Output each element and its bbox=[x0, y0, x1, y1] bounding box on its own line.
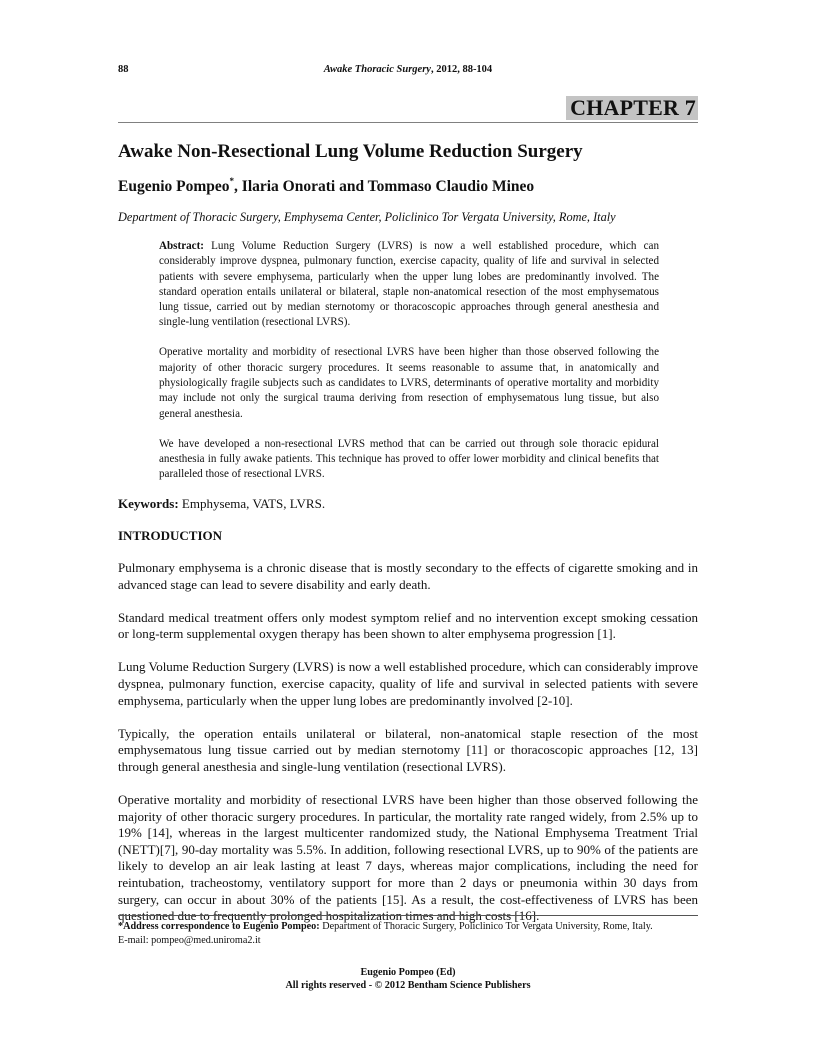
body-paragraph: Lung Volume Reduction Surgery (LVRS) is now a well established procedure, which can considerably improve dyspnea, pulmonary function, exercise capacity, quality of life and survival in selected patients with severe emphysema, particularly when the upper lung lobes are predominantly involved [2-10]. bbox=[118, 659, 698, 708]
body-paragraph: Pulmonary emphysema is a chronic disease that is mostly secondary to the effects of cigarette smoking and in advanced stage can lead to severe disability and early death. bbox=[118, 560, 698, 592]
copyright-line: All rights reserved - © 2012 Bentham Science Publishers bbox=[285, 979, 531, 991]
journal-citation bbox=[118, 64, 698, 75]
page-number: 88 bbox=[118, 64, 129, 75]
correspondence-footnote bbox=[118, 920, 698, 947]
footnote-divider bbox=[118, 915, 698, 916]
author-affiliation: Department of Thoracic Surgery, Emphysema Center, Policlinico Tor Vergata University, Rome, Italy bbox=[118, 210, 616, 224]
author-list bbox=[118, 178, 534, 196]
editor-line: Eugenio Pompeo (Ed) bbox=[360, 967, 456, 978]
keywords-label: Keywords: bbox=[118, 496, 179, 511]
journal-details: , 2012, 88-104 bbox=[430, 64, 493, 75]
running-header bbox=[118, 64, 698, 78]
abstract-block bbox=[159, 239, 659, 483]
body-paragraph: Operative mortality and morbidity of resectional LVRS have been higher than those observed following the majority of other thoracic surgery procedures. In particular, the mortality rate ranged widely, from 2.5% up to 19% [14], whereas in the largest multicenter randomized study, the National Emphysema Treatment Trial (NETT)[7], 90-day mortality was 5.5%. In addition, following resectional LVRS, up to 90% of the patients are likely to develop an air leak lasting at least 7 days, whereas major complications, including the need for reintubation, tracheostomy, ventilatory support for more than 2 days or pneumonia within 30 days from surgery, can occur in about 30% of the patients [15]. As a result, the cost-effectiveness of LVRS has been questioned due to frequently prolonged hospitalization times and high costs [16]. bbox=[118, 791, 698, 924]
keywords-value: Emphysema, VATS, LVRS. bbox=[178, 496, 326, 511]
abstract-paragraph: Abstract: Lung Volume Reduction Surgery (LVRS) is now a well established procedure, which can considerably improve dyspnea, pulmonary function, exercise capacity, quality of life and survival in selected patients with severe emphysema, particularly when the upper lung lobes are predominantly involved. The standard operation entails unilateral or bilateral, staple non-anatomical resection of the most emphysematous lung tissue, carried out by median sternotomy or thoracoscopic approaches through general anesthesia and single-lung ventilation (resectional LVRS). bbox=[159, 240, 659, 329]
abstract-paragraph: Operative mortality and morbidity of resectional LVRS have been higher than those observed following the majority of other thoracic surgery procedures. It seems reasonable to assume that, in anatomically and physiologically fragile subjects such as candidates to LVRS, determinants of operative mortality and morbidity may include not only the surgical trauma deriving from resection of emphysematous lung tissue, but also general anesthesia. bbox=[159, 346, 659, 420]
keywords-line bbox=[118, 496, 325, 512]
article-title: Awake Non-Resectional Lung Volume Reduction Surgery bbox=[118, 141, 583, 162]
introduction-body bbox=[118, 560, 698, 941]
footnote-address: Department of Thoracic Surgery, Policlinico Tor Vergata University, Rome, Italy. bbox=[319, 921, 653, 932]
footnote-email: E-mail: pompeo@med.uniroma2.it bbox=[118, 934, 261, 946]
body-paragraph: Standard medical treatment offers only modest symptom relief and no intervention except smoking cessation or long-term supplemental oxygen therapy has been shown to alter emphysema progression [1]. bbox=[118, 609, 698, 642]
first-author: Eugenio Pompeo bbox=[118, 178, 230, 195]
corresponding-author-mark: * bbox=[229, 176, 235, 186]
section-heading-introduction: INTRODUCTION bbox=[118, 528, 223, 543]
body-paragraph: Typically, the operation entails unilateral or bilateral, non-anatomical staple resection of the most emphysematous lung tissue carried out by median sternotomy [11] or thoracoscopic approaches [12, 13] through general anesthesia and single-lung ventilation (resectional LVRS). bbox=[118, 725, 698, 774]
abstract-label: Abstract: bbox=[159, 240, 204, 252]
other-authors: , Ilaria Onorati and Tommaso Claudio Mineo bbox=[234, 178, 535, 195]
abstract-paragraph: We have developed a non-resectional LVRS method that can be carried out through sole thoracic epidural anesthesia in fully awake patients. This technique has proved to offer lower morbidity and clinical benefits that paralleled those of resectional LVRS. bbox=[159, 437, 659, 481]
journal-title: Awake Thoracic Surgery bbox=[323, 64, 431, 75]
publisher-footer bbox=[118, 967, 698, 992]
chapter-label: CHAPTER 7 bbox=[566, 96, 698, 120]
header-divider bbox=[118, 122, 698, 123]
footnote-label: *Address correspondence to Eugenio Pompeo: bbox=[118, 921, 320, 932]
